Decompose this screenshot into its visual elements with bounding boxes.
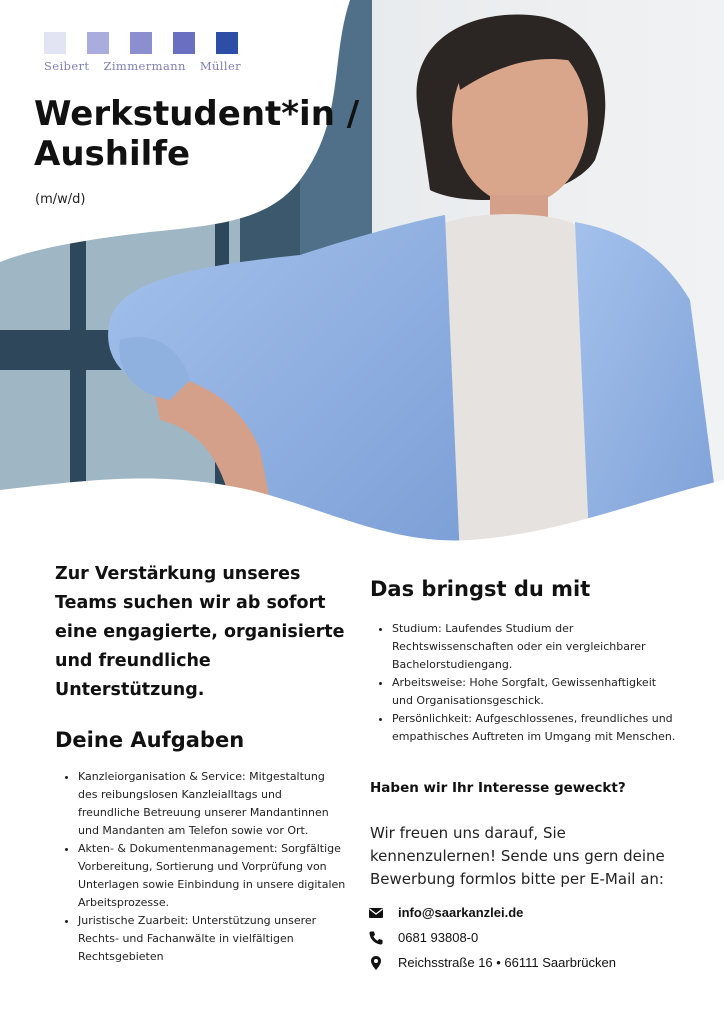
requirement-item: • Persönlichkeit: Aufgeschlossenes, freundliches und empathisches Auftreten im Umgang mit Menschen. — [392, 710, 680, 746]
logo-square-5 — [216, 32, 238, 54]
task-item: • Kanzleiorganisation & Service: Mitgestaltung des reibungslosen Kanzleialltags und freundliche Betreuung unserer Mandantinnen und Mandanten am Telefon sowie vor Ort. — [78, 768, 346, 840]
requirements-heading: Das bringst du mit — [370, 577, 591, 601]
requirements-section — [370, 620, 680, 746]
tasks-list — [56, 768, 346, 966]
contact-phone-row[interactable] — [368, 925, 688, 950]
logo-name-3: Müller — [199, 59, 242, 73]
logo-name-2: Zimmermann — [103, 59, 186, 73]
contact-address-row — [368, 950, 688, 975]
requirement-item: • Arbeitsweise: Hohe Sorgfalt, Gewissenhaftigkeit und Organisationsgeschick. — [392, 674, 680, 710]
cta-heading: Haben wir Ihr Interesse geweckt? — [370, 780, 626, 796]
logo-square-1 — [44, 32, 66, 54]
logo-square-2 — [87, 32, 109, 54]
contact-address: Reichsstraße 16 • 66111 Saarbrücken — [398, 955, 616, 970]
contact-email[interactable]: info@saarkanzlei.de — [398, 905, 524, 920]
logo-square-3 — [130, 32, 152, 54]
tasks-heading: Deine Aufgaben — [55, 728, 245, 752]
contact-phone[interactable]: 0681 93808-0 — [398, 930, 479, 945]
logo-square-4 — [173, 32, 195, 54]
contact-email-row[interactable] — [368, 900, 688, 925]
cta-text: Wir freuen uns darauf, Sie kennenzulernen! Sende uns gern deine Bewerbung formlos bitte per E-Mail an: — [370, 824, 665, 888]
logo-names — [44, 59, 254, 73]
contact-block — [368, 900, 688, 975]
phone-icon — [368, 930, 384, 946]
requirements-list — [370, 620, 680, 746]
tasks-section — [56, 768, 346, 966]
logo-name-1: Seibert — [44, 59, 90, 73]
intro-text: Zur Verstärkung unseres Teams suchen wir ab sofort eine engagierte, organisierte und freundliche Unterstützung. — [55, 564, 345, 700]
task-item: • Akten- & Dokumentenmanagement: Sorgfältige Vorbereitung, Sortierung und Vorprüfung von Unterlagen sowie Einbindung in unsere digitalen Arbeitsprozesse. — [78, 840, 346, 912]
page-title: Werkstudent*in / Aushilfe — [34, 94, 360, 174]
location-pin-icon — [368, 955, 384, 971]
logo-squares — [44, 32, 254, 54]
requirement-item: • Studium: Laufendes Studium der Rechtswissenschaften oder ein vergleichbarer Bachelorstudiengang. — [392, 620, 680, 674]
task-item: • Juristische Zuarbeit: Unterstützung unserer Rechts- und Fachanwälte in vielfältigen Rechtsgebieten — [78, 912, 346, 966]
gender-note: (m/w/d) — [35, 192, 86, 207]
company-logo — [44, 32, 254, 73]
mail-icon — [368, 905, 384, 921]
